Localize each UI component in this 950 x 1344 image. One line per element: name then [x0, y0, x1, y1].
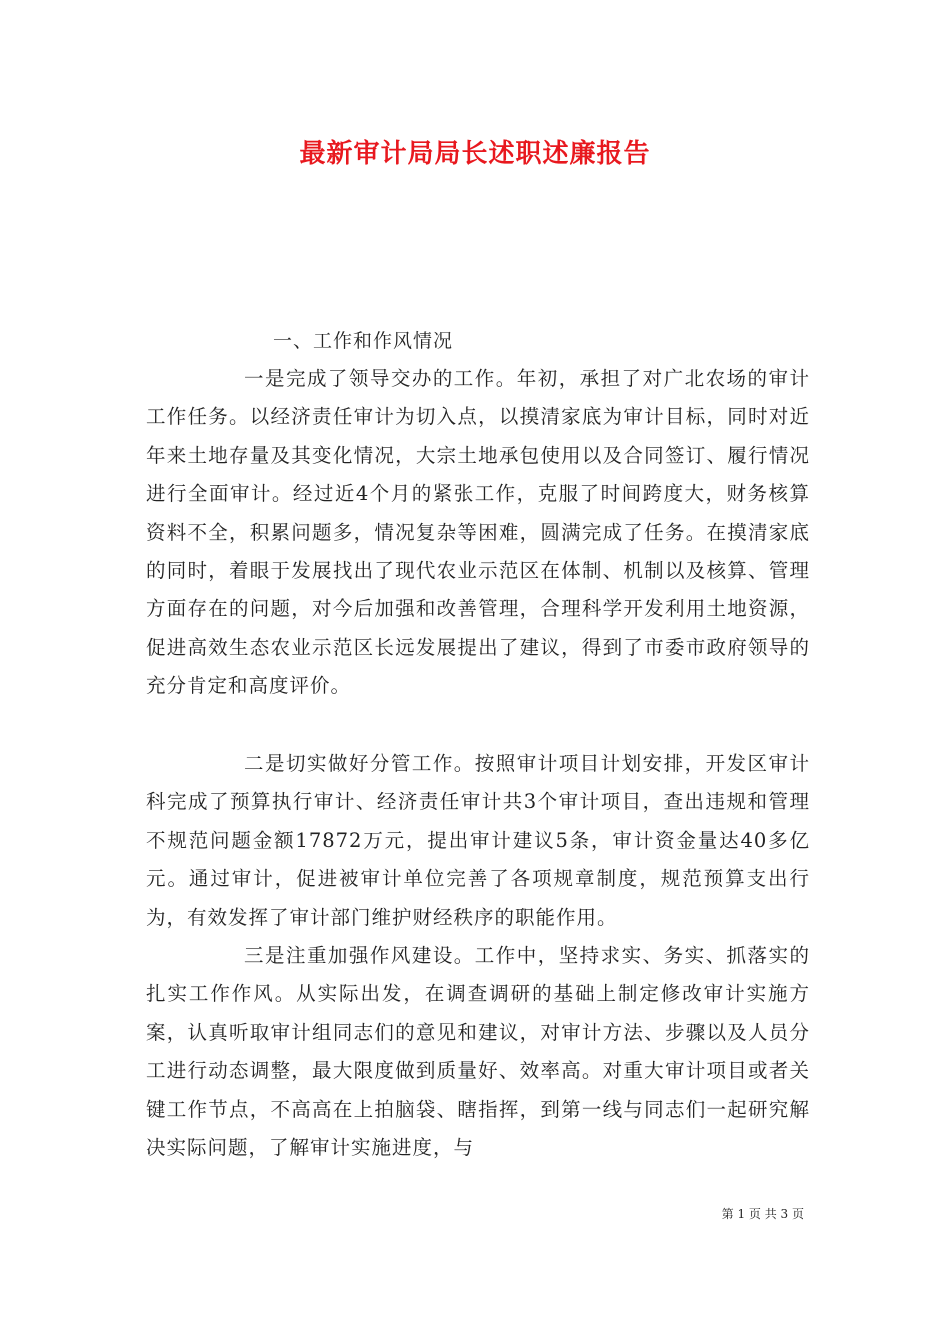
- document-title: 最新审计局局长述职述廉报告: [299, 139, 651, 169]
- section-heading: 一、工作和作风情况: [273, 330, 454, 352]
- body-paragraph-2: 二是切实做好分管工作。按照审计项目计划安排，开发区审计科完成了预算执行审计、经济责任审计共3个审计项目，查出违规和管理不规范问题金额17872万元，提出审计建议5条，审计资金量达40多亿元。通过审计，促进被审计单位完善了各项规章制度，规范预算支出行为，有效发挥了审计部门维护财经秩序的职能作用。: [146, 752, 810, 929]
- body-paragraph-3: 三是注重加强作风建设。工作中，坚持求实、务实、抓落实的扎实工作作风。从实际出发，在调查调研的基础上制定修改审计实施方案，认真听取审计组同志们的意见和建议，对审计方法、步骤以及人员分工进行动态调整，最大限度做到质量好、效率高。对重大审计项目或者关键工作节点，不高高在上拍脑袋、瞎指挥，到第一线与同志们一起研究解决实际问题，了解审计实施进度，与: [146, 944, 810, 1160]
- page-number-footer: 第 1 页 共 3 页: [721, 1207, 804, 1221]
- body-paragraph-1: 一是完成了领导交办的工作。年初，承担了对广北农场的审计工作任务。以经济责任审计为切入点，以摸清家底为审计目标，同时对近年来土地存量及其变化情况，大宗土地承包使用以及合同签订、履行情况进行全面审计。经过近4个月的紧张工作，克服了时间跨度大，财务核算资料不全，积累问题多，情况复杂等困难，圆满完成了任务。在摸清家底的同时，着眼于发展找出了现代农业示范区在体制、机制以及核算、管理方面存在的问题，对今后加强和改善管理，合理科学开发利用土地资源，促进高效生态农业示范区长远发展提出了建议，得到了市委市政府领导的充分肯定和高度评价。: [146, 367, 810, 698]
